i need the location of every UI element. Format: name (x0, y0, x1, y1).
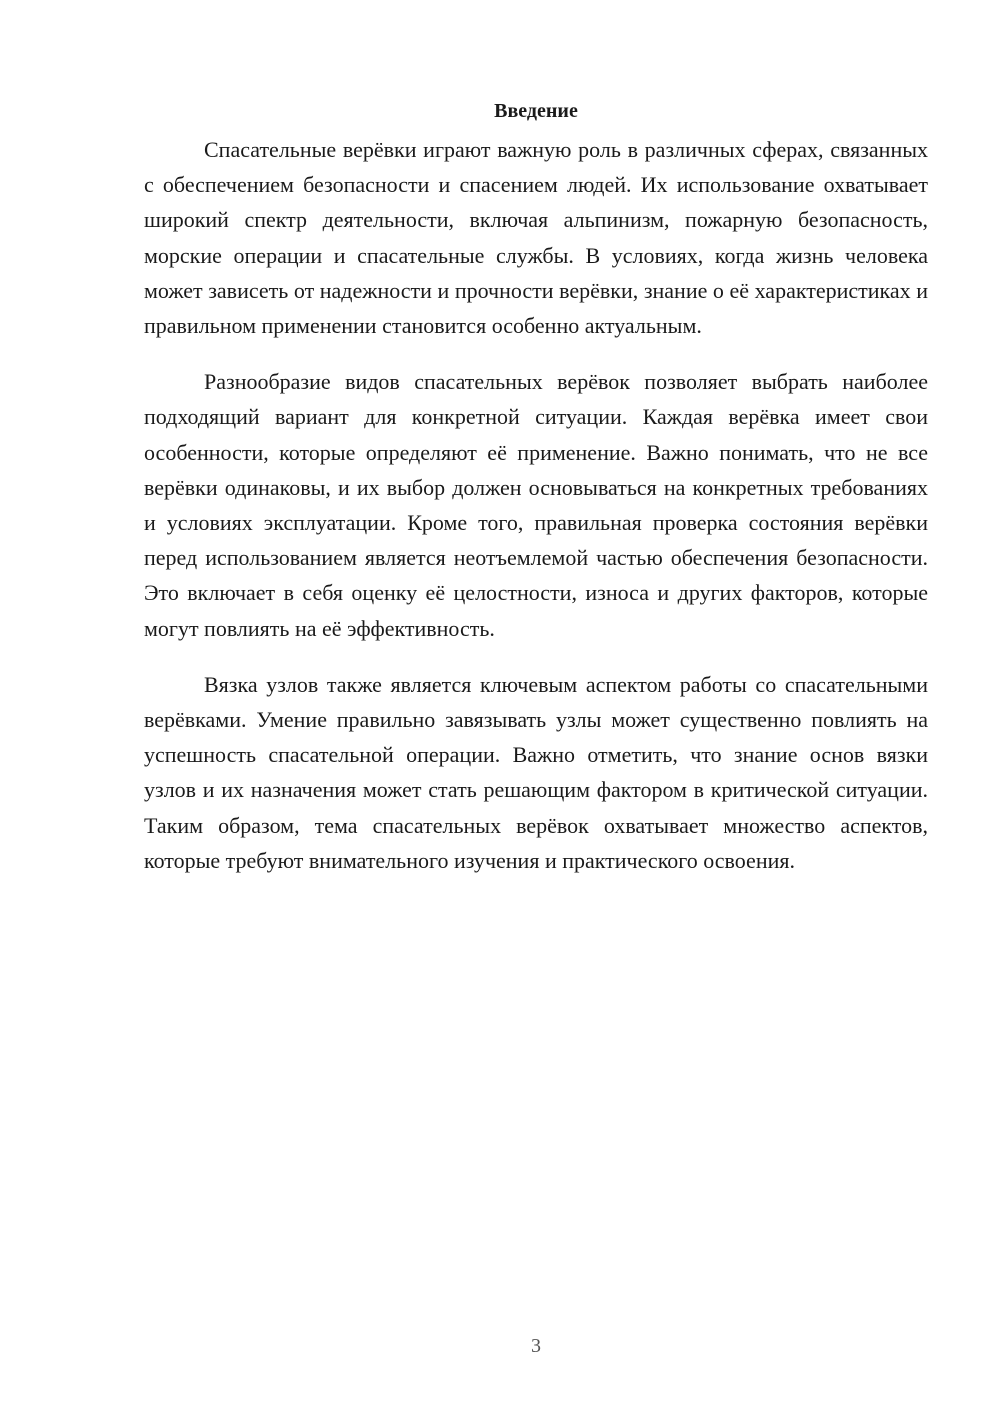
page-content (144, 96, 928, 878)
page-number: 3 (531, 1335, 541, 1357)
section-heading: Введение (494, 100, 578, 122)
paragraph-2: Разнообразие видов спасательных верёвок позволяет выбрать наиболее подходящий вариант для конкретной ситуации. Каждая верёвка имеет свои особенности, которые определяют её применение. Важно понимать, что не все верёвки одинаковы, и их выбор должен основываться на конкретных требованиях и условиях эксплуатации. Кроме того, правильная проверка состояния верёвки перед использованием является неотъемлемой частью обеспечения безопасности. Это включает в себя оценку её целостности, износа и других факторов, которые могут повлиять на её эффективность. (144, 369, 928, 641)
paragraph-3: Вязка узлов также является ключевым аспектом работы со спасательными верёвками. Умение правильно завязывать узлы может существенно повлиять на успешность спасательной операции. Важно отметить, что знание основ вязки узлов и их назначения может стать решающим фактором в критической ситуации. Таким образом, тема спасательных верёвок охватывает множество аспектов, которые требуют внимательного изучения и практического освоения. (144, 671, 928, 873)
paragraph-1: Спасательные верёвки играют важную роль в различных сферах, связанных с обеспечением безопасности и спасением людей. Их использование охватывает широкий спектр деятельности, включая альпинизм, пожарную безопасность, морские операции и спасательные службы. В условиях, когда жизнь человека может зависеть от надежности и прочности верёвки, знание о её характеристиках и правильном применении становится особенно актуальным. (144, 137, 928, 339)
